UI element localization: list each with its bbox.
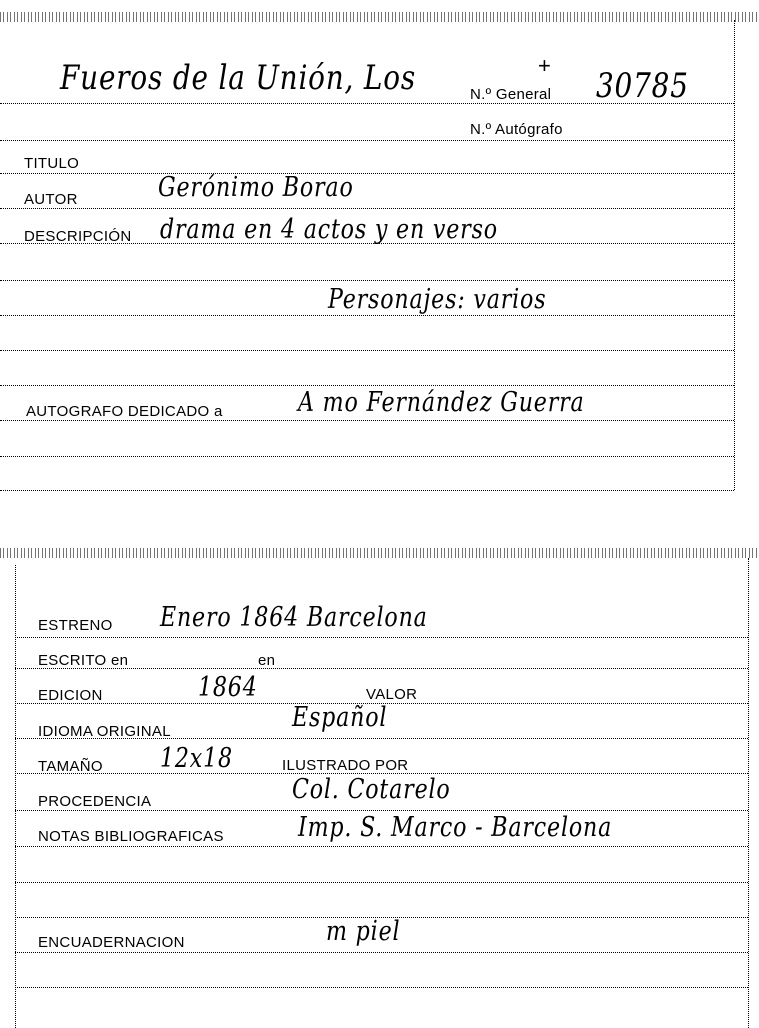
ilustrado-label: ILUSTRADO POR: [282, 757, 409, 774]
escrito-label: ESCRITO en: [38, 652, 129, 669]
tamano-label: TAMAÑO: [38, 758, 103, 775]
escrito-en-label: en: [258, 652, 276, 669]
notas-value: Imp. S. Marco - Barcelona: [298, 812, 613, 843]
edicion-label: EDICION: [38, 687, 103, 704]
catalog-card-back: [0, 540, 759, 1028]
procedencia-value: Col. Cotarelo: [292, 774, 451, 805]
general-number: 30785: [596, 66, 689, 106]
dedicado-label: AUTOGRAFO DEDICADO a: [26, 403, 223, 420]
card-border-left: [15, 565, 16, 1028]
autor-value: Gerónimo Borao: [158, 172, 354, 203]
autografo-number-label: N.º Autógrafo: [470, 121, 563, 138]
work-title: Fueros de la Unión, Los: [60, 58, 416, 98]
general-number-label: N.º General: [470, 86, 552, 103]
idioma-value: Español: [292, 702, 388, 733]
cross-mark: +: [538, 53, 551, 78]
torn-top-edge-2: [0, 548, 759, 558]
edicion-value: 1864: [198, 672, 258, 703]
catalog-card-front: [0, 0, 759, 495]
autor-label: AUTOR: [24, 191, 78, 208]
card-border-right-2: [748, 558, 749, 1028]
encuadernacion-value: m piel: [326, 916, 401, 947]
tamano-value: 12x18: [160, 743, 233, 774]
estreno-label: ESTRENO: [38, 617, 113, 634]
dedicado-value: A mo Fernández Guerra: [298, 387, 585, 418]
torn-top-edge: [0, 12, 759, 22]
idioma-label: IDIOMA ORIGINAL: [38, 723, 171, 740]
descripcion-value: drama en 4 actos y en verso: [160, 214, 498, 245]
card-border-right: [734, 20, 735, 490]
encuadernacion-label: ENCUADERNACION: [38, 934, 185, 951]
personajes-value: Personajes: varios: [328, 284, 547, 315]
descripcion-label: DESCRIPCIÓN: [24, 228, 132, 245]
notas-label: NOTAS BIBLIOGRAFICAS: [38, 828, 224, 845]
estreno-value: Enero 1864 Barcelona: [160, 602, 428, 633]
titulo-label: TITULO: [24, 155, 80, 172]
valor-label: VALOR: [366, 686, 418, 703]
procedencia-label: PROCEDENCIA: [38, 793, 152, 810]
